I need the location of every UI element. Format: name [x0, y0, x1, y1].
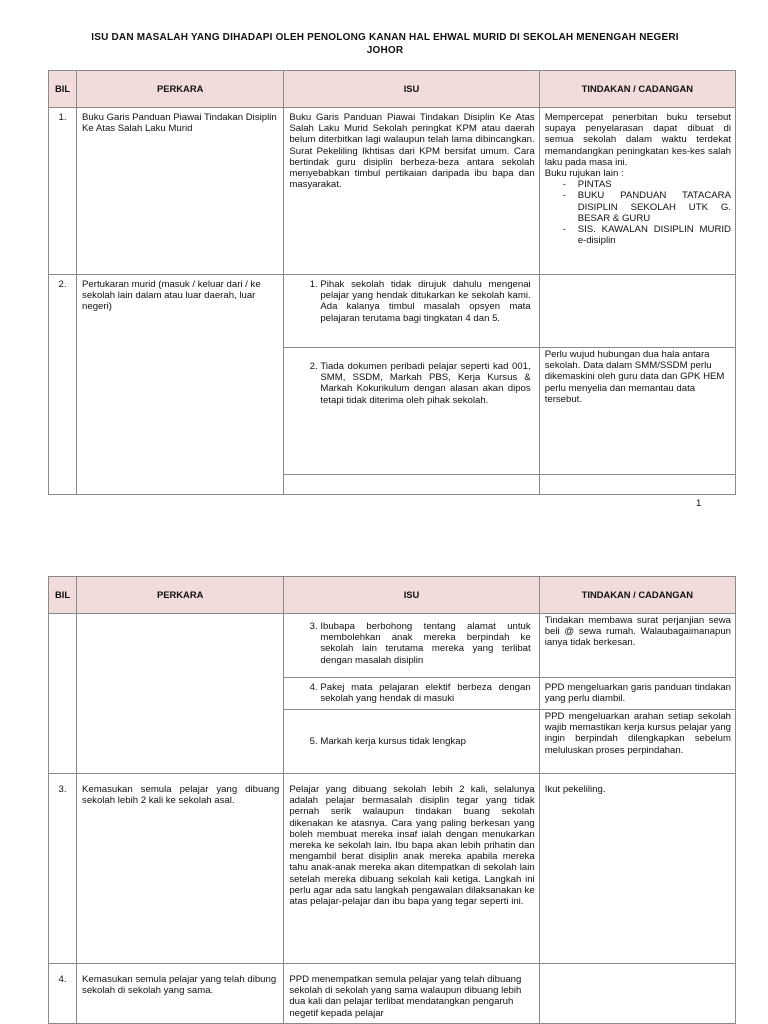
page-number: 1 — [696, 498, 702, 509]
isu-cell — [284, 275, 539, 348]
header-isu: ISU — [284, 71, 539, 108]
header-tindakan: TINDAKAN / CADANGAN — [539, 577, 735, 614]
isu-list — [289, 361, 534, 406]
header-perkara: PERKARA — [77, 71, 284, 108]
list-item: - SIS. KAWALAN DISIPLIN MURID e-disiplin — [563, 224, 731, 246]
row-number-empty — [49, 614, 77, 774]
isu-cell: Buku Garis Panduan Piawai Tindakan Disiplin Ke Atas Salah Laku Murid Sekolah peringkat KPM atau daerah belum diterbitkan lagi walaupun telah lama dibincangkan. Surat Pekeliling Ikhtisas dari KPM bersifat umum. Cara bertindak guru disiplin berbeza-beza antara sekolah menyebabkan timbul pertikaian daripada ibu bapa dan masyarakat. — [284, 108, 539, 275]
isu-list — [289, 682, 534, 704]
perkara-cell: Kemasukan semula pelajar yang dibuang sekolah lebih 2 kali ke sekolah asal. — [77, 774, 284, 964]
tindakan-text: Mempercepat penerbitan buku tersebut supaya penyelarasan dapat dibuat di semua sekolah dalam waktu terdekat memandangkan peningkatan kes-kes salah laku pada masa ini. — [544, 112, 731, 168]
issues-table-page-2 — [48, 576, 736, 1024]
perkara-cell: Buku Garis Panduan Piawai Tindakan Disiplin Ke Atas Salah Laku Murid — [77, 108, 284, 275]
perkara-cell-empty — [77, 614, 284, 774]
isu-cell — [284, 710, 539, 774]
tindakan-cell: Perlu wujud hubungan dua hala antara sekolah. Data dalam SMM/SSDM perlu dikemaskini oleh guru data dan GPK HEM perlu menyelia dan memantau data tersebut. — [539, 348, 735, 475]
tindakan-cell: Tindakan membawa surat perjanjian sewa beli @ sewa rumah. Walaubagaimanapun ianya tidak berkesan. — [539, 614, 735, 678]
perkara-cell: Pertukaran murid (masuk / keluar dari / ke sekolah lain dalam atau luar daerah, luar negeri) — [77, 275, 284, 495]
issues-table-page-1 — [48, 70, 736, 495]
perkara-cell: Kemasukan semula pelajar yang telah dibung sekolah di sekolah yang sama. — [77, 964, 284, 1024]
list-item: - BUKU PANDUAN TATACARA DISIPLIN SEKOLAH UTK G. BESAR & GURU — [563, 190, 731, 224]
table-header-row — [49, 577, 736, 614]
row-number: 1. — [49, 108, 77, 275]
row-number: 4. — [49, 964, 77, 1024]
list-item: 4. Pakej mata pelajaran elektif berbeza dengan sekolah yang hendak di masuki — [320, 682, 530, 704]
header-bil: BIL — [49, 71, 77, 108]
table-header-row — [49, 71, 736, 108]
tindakan-cell: PPD mengeluarkan arahan setiap sekolah wajib memastikan kerja kursus pelajar yang ingin berpindah dilengkapkan sebelum meluluskan proses perpindahan. — [539, 710, 735, 774]
list-item: 2. Tiada dokumen peribadi pelajar seperti kad 001, SMM, SSDM, Markah PBS, Kerja Kursus & Markah Kokurikulum dengan alasan akan dipos tetapi tidak diterima oleh pihak sekolah. — [320, 361, 530, 406]
isu-list — [289, 279, 534, 324]
title-line-1: ISU DAN MASALAH YANG DIHADAPI OLEH PENOLONG KANAN HAL EHWAL MURID DI SEKOLAH MENENGAH NEGERI — [91, 32, 679, 43]
tindakan-cell-empty — [539, 475, 735, 495]
header-perkara: PERKARA — [77, 577, 284, 614]
list-item: 1. Pihak sekolah tidak dirujuk dahulu mengenai pelajar yang hendak ditukarkan ke sekolah kami. Ada kalanya timbul masalah opsyen mata pelajaran terutama bagi tingkatan 4 dan 5. — [320, 279, 530, 324]
row-number: 3. — [49, 774, 77, 964]
row-number: 2. — [49, 275, 77, 495]
isu-cell — [284, 348, 539, 475]
header-isu: ISU — [284, 577, 539, 614]
table-row — [49, 275, 736, 348]
rujukan-label: Buku rujukan lain : — [544, 168, 624, 180]
isu-cell-empty — [284, 475, 539, 495]
tindakan-cell-empty — [539, 275, 735, 348]
rujukan-list — [545, 179, 731, 246]
list-item: - PINTAS — [563, 179, 731, 190]
document-title — [60, 31, 710, 57]
table-row — [49, 774, 736, 964]
isu-cell — [284, 678, 539, 710]
isu-cell — [284, 614, 539, 678]
table-row — [49, 108, 736, 275]
list-item: 5. Markah kerja kursus tidak lengkap — [320, 736, 530, 747]
isu-cell: Pelajar yang dibuang sekolah lebih 2 kali, selalunya adalah pelajar bermasalah disiplin tegar yang tidak pernah serik walaupun tindakan buang sekolah dikenakan ke atasnya. Cara yang paling berkesan yang boleh membuat mereka insaf ialah dengan menukarkan mereka ke sekolah lain. Ibu bapa akan lebih prihatin dan mengambil berat disiplin anak mereka apabila mereka tahu anak-anak mereka akan ditempatkan di sekolah lain setelah mereka dibuang sekolah kali ketiga. Langkah ini perlu agar ada satu langkah pengawalan dilaksanakan ke atas pelajar-pelajar dan ibu bapa yang tegar seperti ini. — [284, 774, 539, 964]
tindakan-cell: PPD mengeluarkan garis panduan tindakan yang perlu diambil. — [539, 678, 735, 710]
header-tindakan: TINDAKAN / CADANGAN — [539, 71, 735, 108]
tindakan-cell: Ikut pekeliling. — [539, 774, 735, 964]
isu-list — [289, 621, 534, 666]
tindakan-cell — [539, 108, 735, 275]
tindakan-cell-empty — [539, 964, 735, 1024]
table-row — [49, 614, 736, 678]
header-bil: BIL — [49, 577, 77, 614]
table-row — [49, 964, 736, 1024]
title-line-2: JOHOR — [366, 45, 404, 56]
isu-cell: PPD menempatkan semula pelajar yang telah dibuang sekolah di sekolah yang sama walaupun dibuang lebih dua kali dan pelajar terlibat mendatangkan pengaruh negetif kepada pelajar — [284, 964, 539, 1024]
isu-list — [289, 736, 534, 747]
list-item: 3. Ibubapa berbohong tentang alamat untuk membolehkan anak mereka berpindah ke sekolah lain terutama mereka yang terlibat dengan masalah disiplin — [320, 621, 530, 666]
